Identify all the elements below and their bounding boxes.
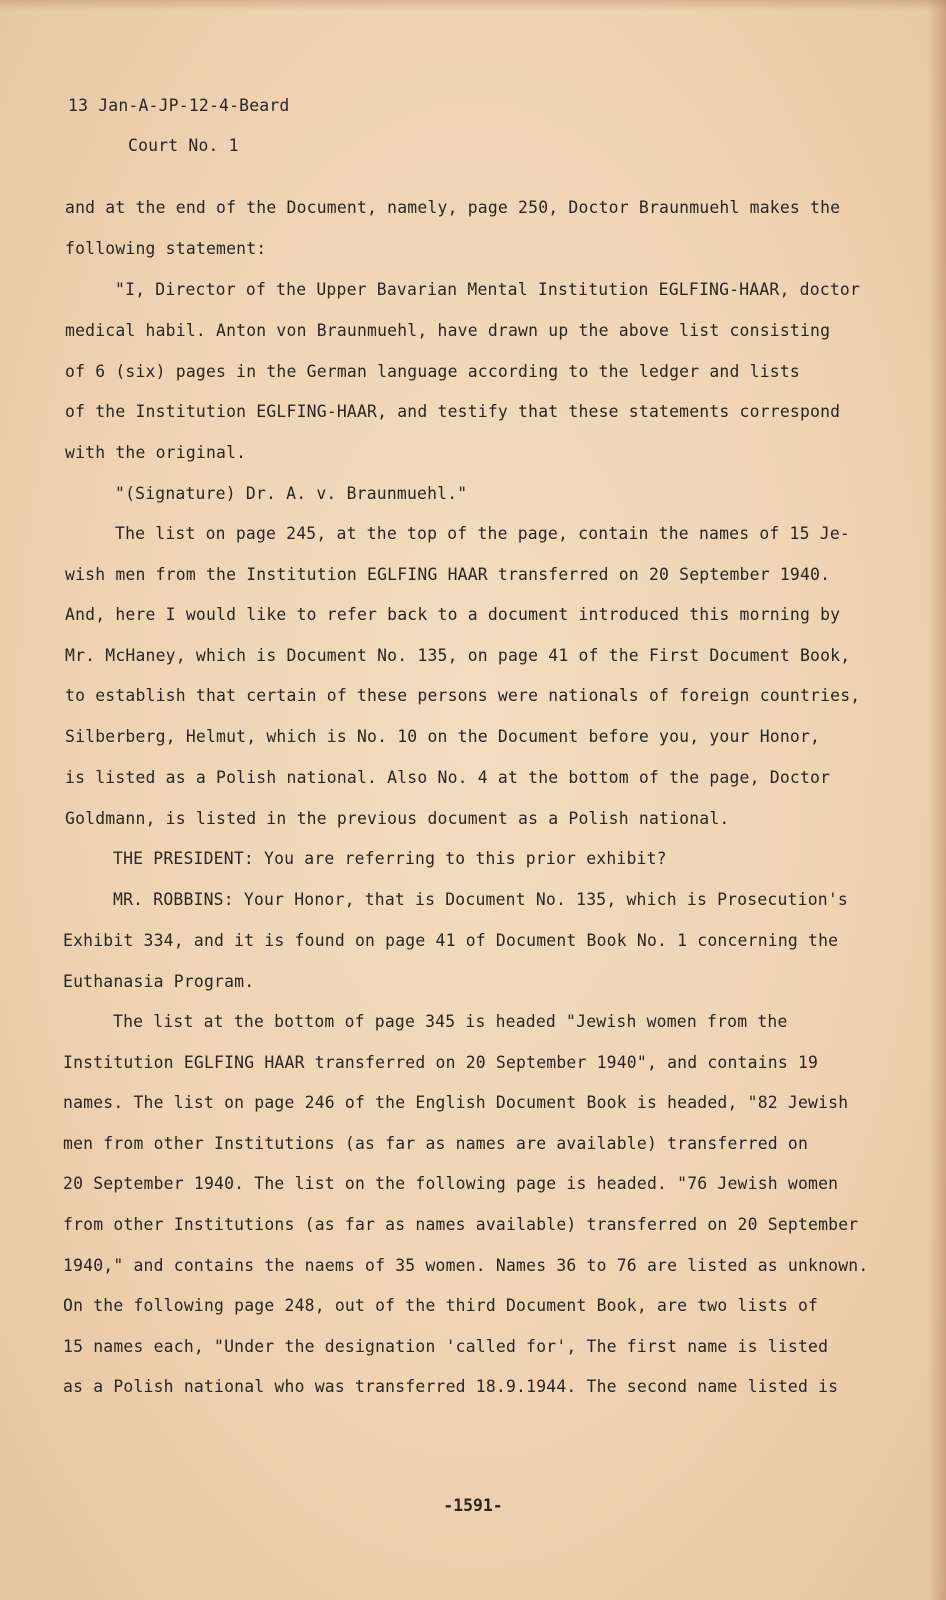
- text-line: The list on page 245, at the top of the page, contain the names of 15 Je-: [115, 524, 850, 543]
- text-line: with the original.: [65, 443, 247, 462]
- page-number: -1591-: [443, 1496, 503, 1515]
- text-line: medical habil. Anton von Braunmuehl, have drawn up the above list consisting: [65, 321, 831, 340]
- text-line: is listed as a Polish national. Also No. 4 at the bottom of the page, Doctor: [65, 768, 831, 787]
- document-reference: 13 Jan-A-JP-12-4-Beard: [68, 96, 290, 115]
- text-line: of 6 (six) pages in the German language according to the ledger and lists: [65, 362, 800, 381]
- paper-edge-right: [928, 0, 946, 1600]
- text-line: men from other Institutions (as far as names are available) transferred on: [63, 1134, 809, 1153]
- court-number: Court No. 1: [128, 136, 239, 155]
- text-line: "I, Director of the Upper Bavarian Mental Institution EGLFING-HAAR, doctor: [115, 280, 861, 299]
- text-line: 20 September 1940. The list on the following page is headed. "76 Jewish women: [63, 1174, 839, 1193]
- text-line: On the following page 248, out of the third Document Book, are two lists of: [63, 1296, 819, 1315]
- text-line: Institution EGLFING HAAR transferred on 20 September 1940", and contains 19: [63, 1053, 819, 1072]
- text-line: The list at the bottom of page 345 is headed "Jewish women from the: [113, 1012, 788, 1031]
- text-line: to establish that certain of these persons were nationals of foreign countries,: [65, 686, 861, 705]
- text-line: And, here I would like to refer back to a document introduced this morning by: [65, 605, 841, 624]
- text-line: names. The list on page 246 of the English Document Book is headed, "82 Jewish: [63, 1093, 849, 1112]
- text-line: Exhibit 334, and it is found on page 41 of Document Book No. 1 concerning the: [63, 931, 839, 950]
- text-line: as a Polish national who was transferred 18.9.1944. The second name listed is: [63, 1377, 839, 1396]
- text-line: wish men from the Institution EGLFING HAAR transferred on 20 September 1940.: [65, 565, 831, 584]
- text-line: following statement:: [65, 239, 267, 258]
- text-line: Mr. McHaney, which is Document No. 135, on page 41 of the First Document Book,: [65, 646, 851, 665]
- speaker-line: THE PRESIDENT: You are referring to this prior exhibit?: [113, 849, 667, 868]
- text-line: Silberberg, Helmut, which is No. 10 on the Document before you, your Honor,: [65, 727, 821, 746]
- text-line: 1940," and contains the naems of 35 women. Names 36 to 76 are listed as unknown.: [63, 1256, 869, 1275]
- text-line: from other Institutions (as far as names available) transferred on 20 September: [63, 1215, 859, 1234]
- speaker-line: MR. ROBBINS: Your Honor, that is Document No. 135, which is Prosecution's: [113, 890, 848, 909]
- text-line: of the Institution EGLFING-HAAR, and testify that these statements correspond: [65, 402, 841, 421]
- paper-edge-top: [0, 0, 946, 10]
- text-line: Goldmann, is listed in the previous document as a Polish national.: [65, 809, 730, 828]
- text-line: "(Signature) Dr. A. v. Braunmuehl.": [115, 484, 468, 503]
- text-line: Euthanasia Program.: [63, 972, 255, 991]
- text-line: and at the end of the Document, namely, page 250, Doctor Braunmuehl makes the: [65, 198, 841, 217]
- text-line: 15 names each, "Under the designation 'called for', The first name is listed: [63, 1337, 829, 1356]
